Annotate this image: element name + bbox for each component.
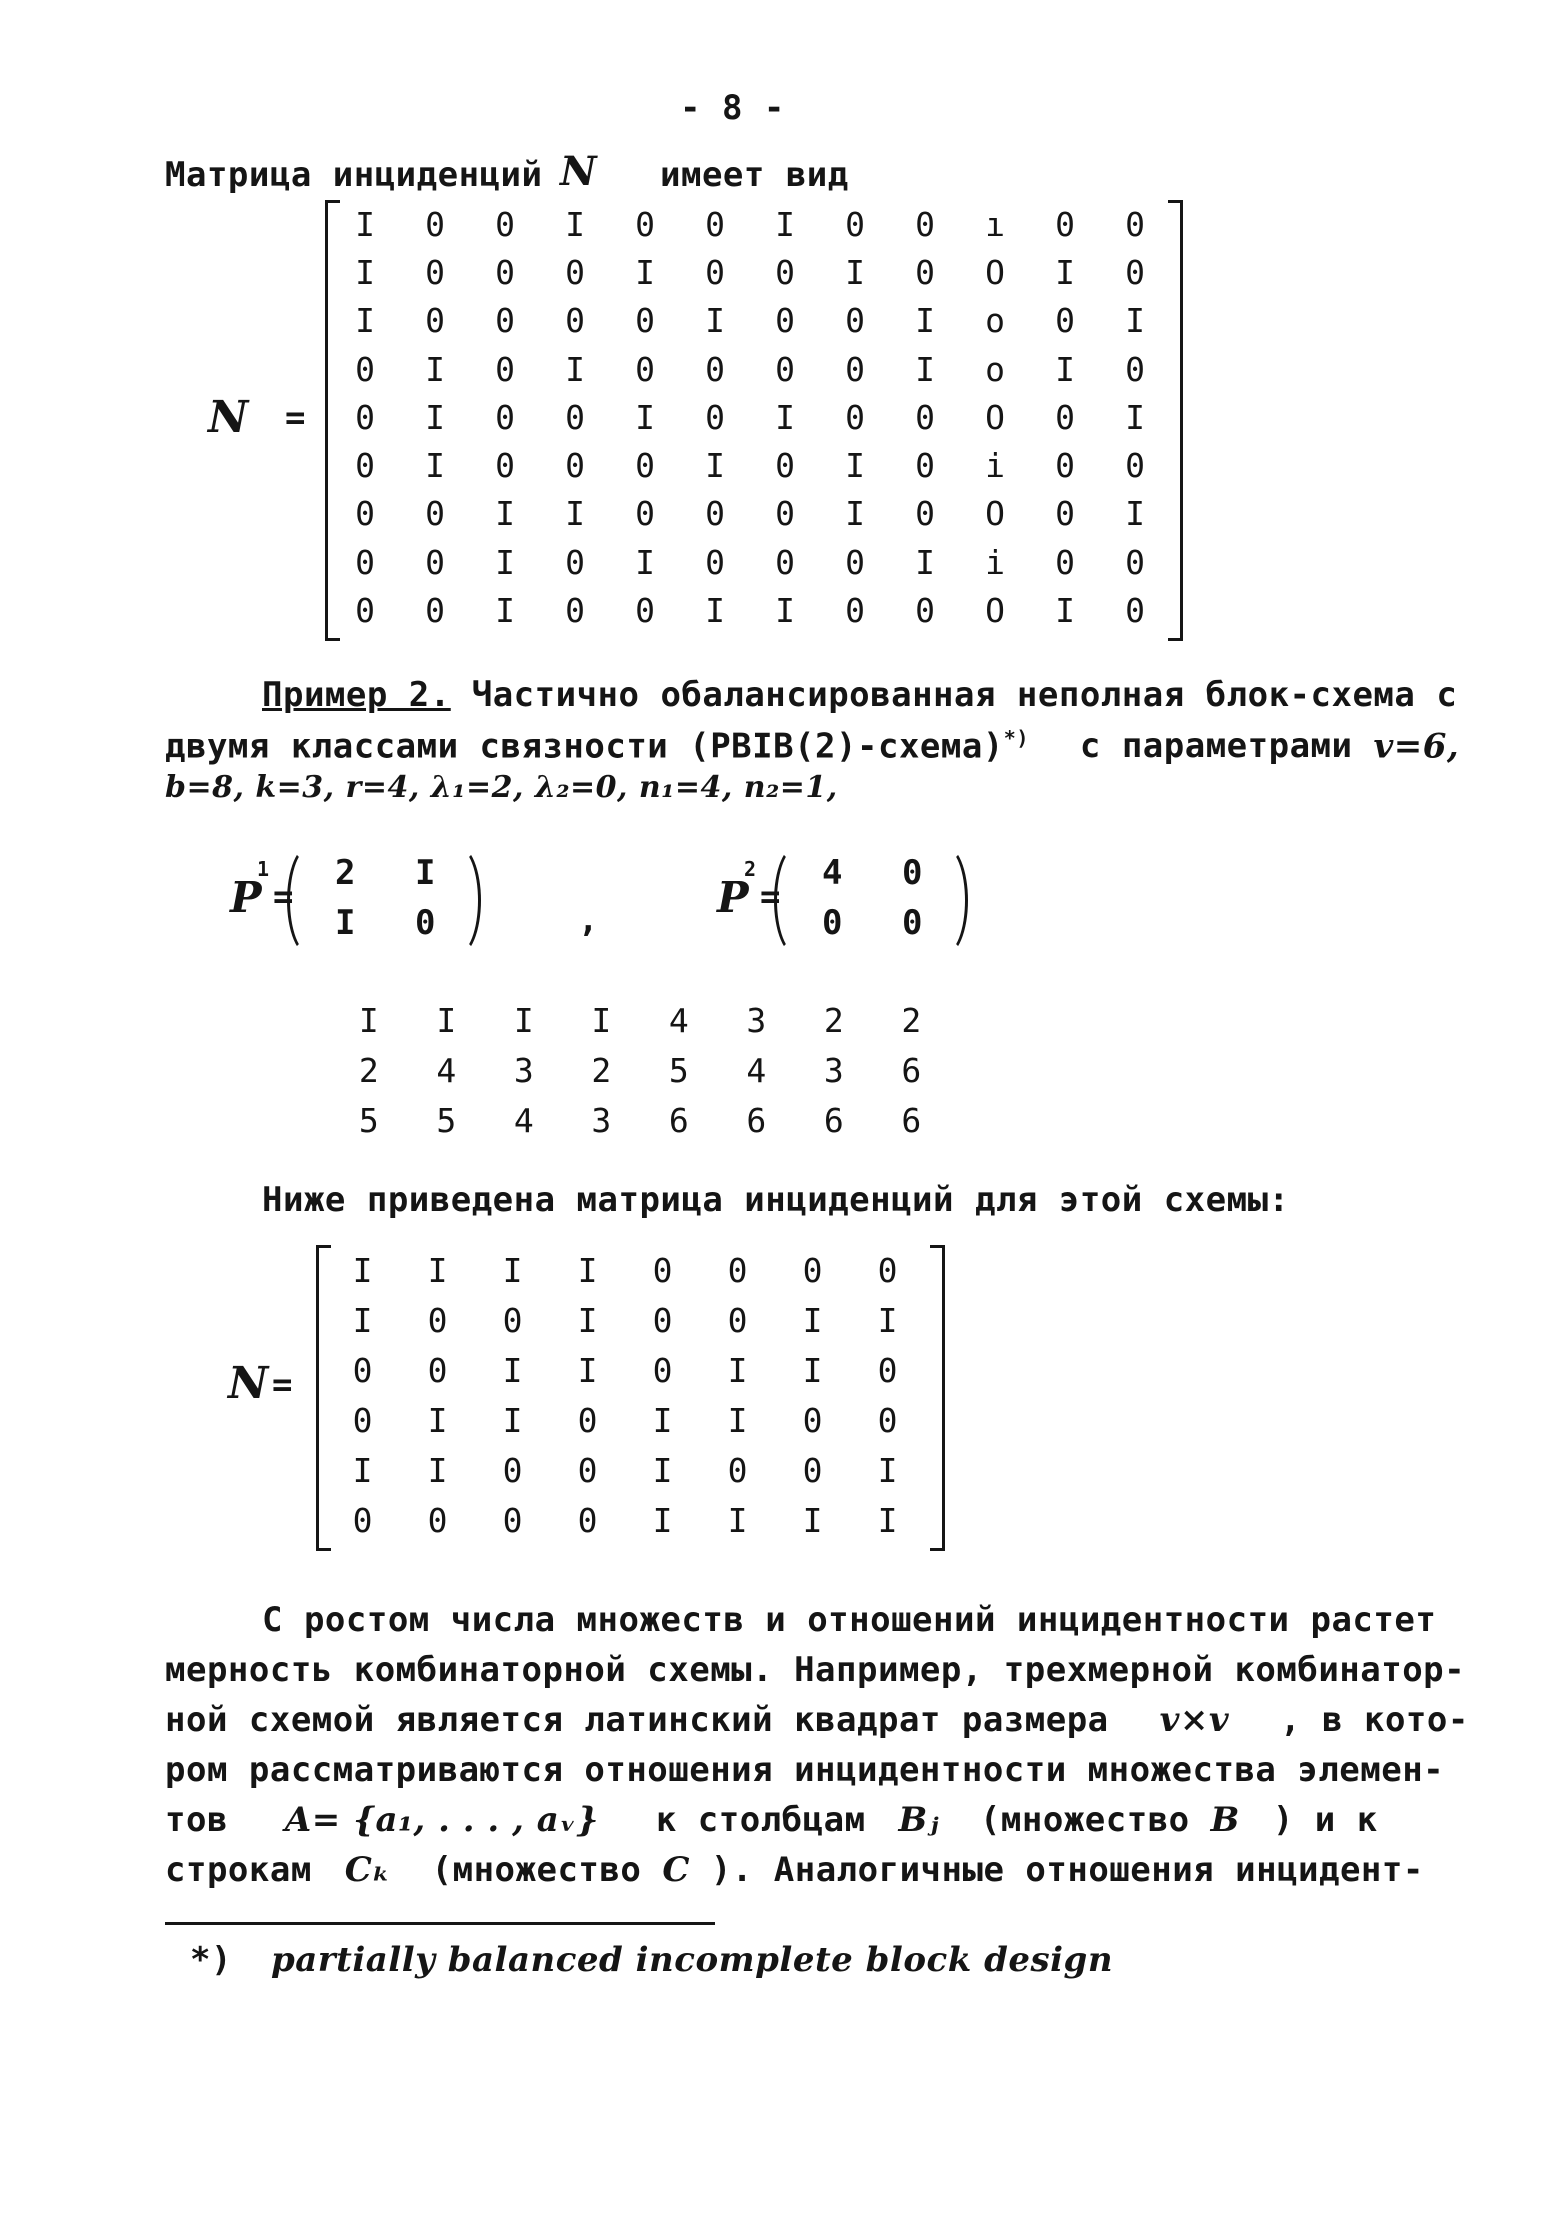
matrix2-cell: I <box>727 1350 748 1390</box>
p2-right-paren <box>922 845 968 956</box>
matrix2-cell: 0 <box>727 1450 748 1490</box>
matrix1-cell: 0 <box>1125 542 1145 582</box>
matrix1-cell: I <box>1055 591 1075 631</box>
matrix2-cell: I <box>352 1300 373 1340</box>
matrix1-cell: 0 <box>495 301 515 341</box>
matrix1-cell: I <box>635 252 655 292</box>
paragraph-line-3 <box>165 1700 1469 1740</box>
matrix1-cell: 0 <box>425 591 445 631</box>
p1-cell-0-1: I <box>415 853 436 893</box>
blocks-row <box>330 1095 950 1145</box>
matrix1-right-bracket <box>1168 200 1183 641</box>
matrix2-cell: I <box>877 1450 898 1490</box>
matrix1-cell: I <box>775 591 795 631</box>
matrix1-cell: 0 <box>915 494 935 534</box>
p1-label: P <box>230 873 263 922</box>
matrix1-cell: 0 <box>425 542 445 582</box>
matrix2-cell: I <box>427 1250 448 1290</box>
blocks-cell: 5 <box>436 1100 457 1140</box>
matrix1-cell: 0 <box>705 494 725 534</box>
blocks-cell: 6 <box>901 1100 922 1140</box>
matrix2-cell: 0 <box>877 1400 898 1440</box>
p2-cell-1-1: 0 <box>902 903 923 943</box>
matrix1-cell: I <box>845 494 865 534</box>
matrix2-cell: I <box>577 1250 598 1290</box>
incidence-matrix-2 <box>325 1245 925 1545</box>
matrix1-cell: 0 <box>845 542 865 582</box>
paragraph-line-1: С ростом числа множеств и отношений инцидентности растет <box>262 1600 1437 1640</box>
blocks-cell: 4 <box>668 1000 689 1040</box>
matrix2-cell: I <box>427 1400 448 1440</box>
example2-line1 <box>262 675 1457 715</box>
blocks-cell: 3 <box>746 1000 767 1040</box>
matrix-intro-tail: имеет вид <box>660 155 849 195</box>
set-b-symbol: B <box>1210 1800 1240 1840</box>
matrix1-cell: 0 <box>635 591 655 631</box>
example2-label: Пример 2. <box>262 675 451 715</box>
example2-param-v: v=6, <box>1373 726 1460 767</box>
matrix1-cell: I <box>495 494 515 534</box>
footnote-text: partially balanced incomplete block design <box>270 1940 1114 1980</box>
paragraph-line-3-a: ной схемой является латинский квадрат размера <box>165 1700 1109 1740</box>
matrix2-cell: 0 <box>427 1350 448 1390</box>
matrix1-cell: 0 <box>845 204 865 244</box>
blocks-cell: 6 <box>901 1050 922 1090</box>
matrix2-cell: I <box>802 1500 823 1540</box>
matrix1-cell: 0 <box>425 204 445 244</box>
p1-matrix <box>225 845 505 955</box>
matrix2-cell: 0 <box>877 1350 898 1390</box>
matrix1-cell: I <box>425 349 445 389</box>
matrix2-intro: Ниже приведена матрица инциденций для этой схемы: <box>262 1180 1290 1220</box>
matrix1-cell: I <box>635 397 655 437</box>
matrix1-cell: I <box>565 204 585 244</box>
paragraph-line-5 <box>165 1800 1378 1840</box>
blocks-cell: 6 <box>746 1100 767 1140</box>
matrix1-cell: 0 <box>1055 494 1075 534</box>
matrix1-cell: I <box>495 542 515 582</box>
matrix1-cell: 0 <box>1125 252 1145 292</box>
matrix1-cell: 0 <box>775 349 795 389</box>
matrix2-cell: 0 <box>352 1400 373 1440</box>
p1-superscript: 1 <box>257 857 270 881</box>
matrix1-cell: 0 <box>565 542 585 582</box>
matrix1-row <box>330 200 1170 248</box>
matrix1-cell: 0 <box>355 349 375 389</box>
matrix1-cell: 0 <box>355 591 375 631</box>
matrix2-cell: 0 <box>652 1350 673 1390</box>
matrix2-equals: = <box>272 1365 293 1405</box>
matrix1-cell: O <box>985 494 1005 534</box>
matrix1-cell: 0 <box>845 301 865 341</box>
matrix1-row <box>330 441 1170 489</box>
blocks-cell: 3 <box>591 1100 612 1140</box>
matrix-intro-label: Матрица инциденций <box>165 155 543 195</box>
p2-equals: = <box>760 877 781 917</box>
matrix1-cell: 0 <box>705 542 725 582</box>
p2-cell-1-0: 0 <box>822 903 843 943</box>
matrix2-cell: I <box>802 1300 823 1340</box>
matrix1-cell: O <box>985 397 1005 437</box>
blocks-cell: 4 <box>513 1100 534 1140</box>
matrix1-cell: 0 <box>565 301 585 341</box>
paragraph-line-5-a: тов <box>165 1800 228 1840</box>
matrix1-cell: 0 <box>775 494 795 534</box>
matrix2-cell: 0 <box>877 1250 898 1290</box>
matrix2-row <box>325 1345 925 1395</box>
matrix2-cell: I <box>577 1350 598 1390</box>
matrix1-row <box>330 345 1170 393</box>
matrix1-cell: 0 <box>1055 301 1075 341</box>
blocks-row <box>330 1045 950 1095</box>
p1-cell-0-0: 2 <box>335 853 356 893</box>
paragraph-line-5-b: к столбцам <box>655 1800 866 1840</box>
blocks-cell: 2 <box>591 1050 612 1090</box>
incidence-matrix-1 <box>330 200 1170 635</box>
matrix1-cell: 0 <box>355 446 375 486</box>
blocks-cell: I <box>513 1000 534 1040</box>
matrix1-cell: o <box>985 301 1005 341</box>
matrix2-cell: I <box>652 1450 673 1490</box>
matrix2-cell: I <box>877 1500 898 1540</box>
matrix1-cell: O <box>985 591 1005 631</box>
matrix2-row <box>325 1395 925 1445</box>
blocks-cell: 6 <box>668 1100 689 1140</box>
matrix1-symbol: N <box>208 392 249 443</box>
matrix1-cell: I <box>355 204 375 244</box>
matrix1-cell: 0 <box>495 252 515 292</box>
matrix1-cell: I <box>355 301 375 341</box>
matrix1-row <box>330 490 1170 538</box>
matrix2-cell: I <box>352 1250 373 1290</box>
matrix2-cell: I <box>502 1400 523 1440</box>
matrix1-cell: 0 <box>1125 349 1145 389</box>
p2-matrix <box>712 845 992 955</box>
matrix1-cell: 0 <box>915 397 935 437</box>
matrix1-cell: I <box>705 591 725 631</box>
matrix1-cell: i <box>985 542 1005 582</box>
matrix1-cell: I <box>845 446 865 486</box>
matrix2-row <box>325 1245 925 1295</box>
matrix2-cell: 0 <box>802 1450 823 1490</box>
footnote-rule <box>165 1922 715 1925</box>
matrix1-cell: 0 <box>495 446 515 486</box>
matrix1-cell: 0 <box>1125 204 1145 244</box>
blocks-cell: 5 <box>668 1050 689 1090</box>
matrix1-cell: I <box>775 204 795 244</box>
matrix1-cell: I <box>565 494 585 534</box>
matrix1-cell: I <box>1125 494 1145 534</box>
matrix1-cell: 0 <box>425 301 445 341</box>
matrix1-cell: I <box>845 252 865 292</box>
matrix1-cell: o <box>985 349 1005 389</box>
matrix1-cell: 0 <box>635 301 655 341</box>
matrix1-cell: I <box>635 542 655 582</box>
paragraph-line-3-b: , в кото- <box>1280 1700 1469 1740</box>
paragraph-line-5-d: ) и к <box>1272 1800 1378 1840</box>
matrix1-cell: ı <box>985 204 1005 244</box>
matrix1-cell: 0 <box>565 446 585 486</box>
p2-label: P <box>717 873 750 922</box>
blocks-cell: 4 <box>436 1050 457 1090</box>
p2-cell-0-0: 4 <box>822 853 843 893</box>
matrix1-cell: 0 <box>845 397 865 437</box>
blocks-cell: I <box>358 1000 379 1040</box>
matrix2-row <box>325 1445 925 1495</box>
matrix1-cell: 0 <box>705 397 725 437</box>
matrix2-cell: I <box>652 1400 673 1440</box>
matrix1-cell: O <box>985 252 1005 292</box>
matrix1-row <box>330 248 1170 296</box>
paragraph-line-6 <box>165 1850 1424 1890</box>
matrix2-right-bracket <box>930 1245 945 1551</box>
example2-line2-b: с параметрами <box>1079 726 1353 767</box>
footnote-mark: *) <box>190 1940 232 1980</box>
matrix1-cell: I <box>1055 349 1075 389</box>
matrix1-cell: I <box>565 349 585 389</box>
matrix2-cell: 0 <box>502 1500 523 1540</box>
matrix1-cell: 0 <box>1055 542 1075 582</box>
example2-params-line: b=8, k=3, r=4, λ₁=2, λ₂=0, n₁=4, n₂=1, <box>165 770 838 805</box>
matrix1-cell: I <box>915 349 935 389</box>
matrix1-cell: I <box>705 301 725 341</box>
matrix2-cell: 0 <box>802 1400 823 1440</box>
blocks-cell: 5 <box>358 1100 379 1140</box>
p-separator: , <box>578 900 599 940</box>
matrix1-cell: 0 <box>635 349 655 389</box>
blocks-cell: I <box>591 1000 612 1040</box>
matrix2-cell: I <box>352 1450 373 1490</box>
matrix1-cell: I <box>425 446 445 486</box>
matrix1-cell: I <box>1125 397 1145 437</box>
matrix1-cell: I <box>425 397 445 437</box>
footnote-ref: *) <box>1003 726 1029 750</box>
set-c-symbol: C <box>662 1850 690 1890</box>
matrix1-cell: 0 <box>915 204 935 244</box>
p1-equals: = <box>273 877 294 917</box>
blocks-cell: 2 <box>823 1000 844 1040</box>
matrix2-cell: I <box>502 1350 523 1390</box>
matrix2-cell: 0 <box>727 1250 748 1290</box>
matrix1-cell: 0 <box>1055 397 1075 437</box>
matrix1-cell: i <box>985 446 1005 486</box>
paragraph-line-6-a: строкам <box>165 1850 312 1890</box>
matrix1-cell: I <box>775 397 795 437</box>
example2-line1-text: Частично обалансированная неполная блок-схема с <box>471 675 1458 715</box>
matrix1-cell: 0 <box>775 446 795 486</box>
matrix2-cell: 0 <box>427 1300 448 1340</box>
matrix1-cell: 0 <box>565 397 585 437</box>
matrix2-cell: I <box>652 1500 673 1540</box>
matrix2-cell: 0 <box>727 1300 748 1340</box>
p1-right-paren <box>435 845 481 956</box>
matrix2-symbol: N <box>228 1358 269 1409</box>
blocks-cell: 3 <box>513 1050 534 1090</box>
matrix1-cell: 0 <box>495 349 515 389</box>
matrix1-cell: 0 <box>1125 446 1145 486</box>
matrix1-cell: 0 <box>565 591 585 631</box>
matrix1-cell: I <box>705 446 725 486</box>
matrix2-cell: I <box>802 1350 823 1390</box>
matrix2-cell: 0 <box>502 1300 523 1340</box>
matrix2-cell: 0 <box>427 1500 448 1540</box>
matrix2-cell: 0 <box>577 1500 598 1540</box>
matrix2-cell: 0 <box>352 1350 373 1390</box>
paragraph-line-5-c: (множество <box>979 1800 1190 1840</box>
matrix1-row <box>330 393 1170 441</box>
matrix1-row <box>330 586 1170 634</box>
matrix1-cell: 0 <box>845 591 865 631</box>
matrix1-cell: 0 <box>775 301 795 341</box>
blocks-row <box>330 995 950 1045</box>
matrix2-cell: I <box>502 1250 523 1290</box>
set-a-definition: A= {a₁, . . . , aᵥ} <box>284 1800 599 1840</box>
matrix2-cell: 0 <box>802 1250 823 1290</box>
matrix1-cell: 0 <box>495 397 515 437</box>
paragraph-line-4: ром рассматриваются отношения инцидентности множества элемен- <box>165 1750 1445 1790</box>
matrix2-row <box>325 1495 925 1545</box>
p1-cell-1-0: I <box>335 903 356 943</box>
matrix1-cell: 0 <box>705 204 725 244</box>
matrix1-cell: 0 <box>705 349 725 389</box>
blocks-table <box>330 995 950 1145</box>
matrix1-cell: I <box>915 542 935 582</box>
matrix1-cell: 0 <box>565 252 585 292</box>
matrix1-cell: 0 <box>635 204 655 244</box>
matrix2-cell: I <box>877 1300 898 1340</box>
matrix1-cell: 0 <box>635 446 655 486</box>
matrix1-cell: 0 <box>1125 591 1145 631</box>
p2-left-paren <box>774 845 820 956</box>
matrix2-cell: 0 <box>652 1300 673 1340</box>
matrix2-cell: I <box>727 1500 748 1540</box>
column-symbol: Bⱼ <box>898 1800 939 1840</box>
paragraph-line-2: мерность комбинаторной схемы. Например, трехмерной комбинатор- <box>165 1650 1466 1690</box>
row-symbol: Cₖ <box>344 1850 391 1890</box>
blocks-cell: 4 <box>746 1050 767 1090</box>
matrix2-cell: 0 <box>577 1400 598 1440</box>
blocks-cell: 3 <box>823 1050 844 1090</box>
matrix1-cell: 0 <box>355 397 375 437</box>
p1-cell-1-1: 0 <box>415 903 436 943</box>
blocks-cell: I <box>436 1000 457 1040</box>
page-number: - 8 - <box>680 88 785 128</box>
p2-superscript: 2 <box>744 857 757 881</box>
paragraph-line-6-c: ). Аналогичные отношения инцидент- <box>710 1850 1424 1890</box>
matrix1-cell: I <box>1055 252 1075 292</box>
matrix2-cell: I <box>427 1450 448 1490</box>
matrix1-cell: I <box>915 301 935 341</box>
matrix1-cell: 0 <box>425 252 445 292</box>
blocks-cell: 2 <box>901 1000 922 1040</box>
matrix1-equals: = <box>285 398 306 438</box>
paragraph-line-6-b: (множество <box>431 1850 642 1890</box>
matrix1-cell: I <box>1125 301 1145 341</box>
matrix1-cell: I <box>495 591 515 631</box>
matrix1-cell: 0 <box>915 446 935 486</box>
blocks-cell: 6 <box>823 1100 844 1140</box>
matrix1-cell: 0 <box>775 542 795 582</box>
p1-left-paren <box>287 845 333 956</box>
matrix1-cell: 0 <box>915 591 935 631</box>
example2-line2-a: двумя классами связности (PBIB(2)-схема) <box>165 726 1004 767</box>
matrix1-cell: 0 <box>1055 446 1075 486</box>
matrix2-cell: I <box>577 1300 598 1340</box>
matrix1-cell: 0 <box>495 204 515 244</box>
matrix2-cell: 0 <box>352 1500 373 1540</box>
matrix2-cell: I <box>727 1400 748 1440</box>
matrix1-row <box>330 538 1170 586</box>
p2-cell-0-1: 0 <box>902 853 923 893</box>
matrix2-cell: 0 <box>652 1250 673 1290</box>
matrix1-cell: 0 <box>635 494 655 534</box>
latin-square-size: v×v <box>1159 1700 1230 1740</box>
example2-line2 <box>165 726 1459 766</box>
matrix1-cell: 0 <box>915 252 935 292</box>
blocks-cell: 2 <box>358 1050 379 1090</box>
matrix2-cell: 0 <box>502 1450 523 1490</box>
matrix1-cell: 0 <box>355 542 375 582</box>
matrix1-cell: 0 <box>1055 204 1075 244</box>
matrix2-row <box>325 1295 925 1345</box>
matrix1-row <box>330 297 1170 345</box>
matrix2-cell: 0 <box>577 1450 598 1490</box>
matrix1-cell: I <box>355 252 375 292</box>
footnote <box>190 1940 1113 1980</box>
matrix1-cell: 0 <box>425 494 445 534</box>
matrix1-cell: 0 <box>845 349 865 389</box>
matrix1-cell: 0 <box>705 252 725 292</box>
matrix-intro-symbol: N <box>560 148 598 195</box>
matrix1-cell: 0 <box>355 494 375 534</box>
matrix1-cell: 0 <box>775 252 795 292</box>
